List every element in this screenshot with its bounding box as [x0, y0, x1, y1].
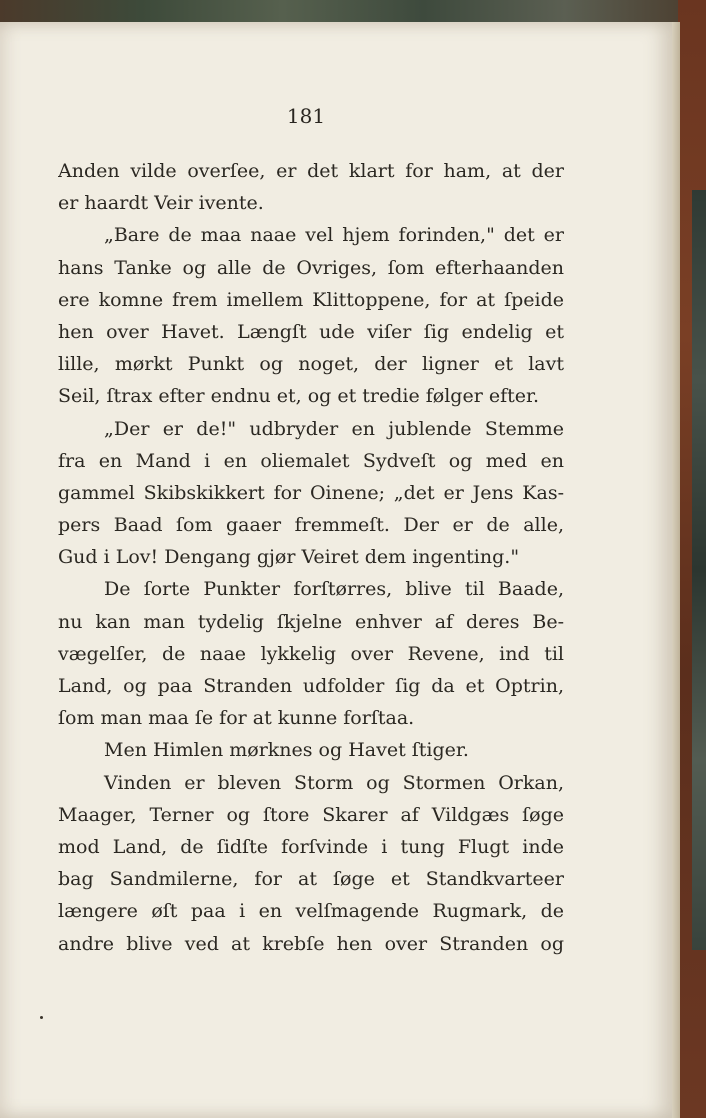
page-number: 181 [286, 104, 326, 128]
marbled-endpaper [692, 190, 706, 950]
body-text [58, 155, 564, 960]
paper-speck [40, 1016, 43, 1019]
text-line: er haardt Veir ivente. [58, 192, 264, 215]
text-line: hen over Havet. Længſt ude viſer ſig endelig et [58, 320, 564, 343]
text-line: Anden vilde overſee, er det klart for ham, at der [58, 160, 564, 182]
text-line: Men Himlen mørknes og Havet ſtiger. [104, 739, 469, 762]
text-line: gammel Skibskikkert for Oinene; „det er Jens Kas- [58, 481, 564, 504]
text-line: andre blive ved at krebſe hen over Stranden og [58, 932, 564, 955]
page-edge [672, 22, 680, 1118]
text-line: ſom man maa ſe for at kunne forſtaa. [58, 707, 415, 730]
text-line: fra en Mand i en oliemalet Sydveſt og med en [58, 449, 564, 472]
text-line: pers Baad ſom gaaer fremmeſt. Der er de alle, [58, 514, 564, 537]
text-line: mod Land, de ſidſte forſvinde i tung Flugt inde [58, 835, 564, 858]
text-line: Gud i Lov! Dengang gjør Veiret dem ingenting." [58, 546, 520, 569]
text-line: De ſorte Punkter forſtørres, blive til Baade, [104, 578, 564, 601]
text-line: Land, og paa Stranden udfolder ſig da et Optrin, [58, 675, 564, 697]
text-line: „Der er de!" udbryder en jublende Stemme [104, 417, 564, 440]
text-line: bag Sandmilerne, for at ſøge et Standkvarteer [58, 868, 564, 891]
text-line: Maager, Terner og ſtore Skarer af Vildgæs ſøge [58, 803, 564, 826]
text-line: vægelſer, de naae lykkelig over Revene, ind til [58, 642, 564, 665]
text-line: lille, mørkt Punkt og noget, der ligner et lavt [58, 353, 564, 376]
text-line: „Bare de maa naae vel hjem forinden," det er [104, 224, 564, 247]
text-line: Vinden er bleven Storm og Stormen Orkan, [104, 771, 564, 794]
text-line: nu kan man tydelig ſkjelne enhver af deres Be- [58, 610, 564, 633]
text-line: ere komne frem imellem Klittoppene, for at ſpeide [58, 288, 564, 311]
text-line: længere øſt paa i en velſmagende Rugmark, de [58, 900, 564, 923]
text-line: Seil, ſtrax efter endnu et, og et tredie følger efter. [58, 385, 540, 408]
text-line: hans Tanke og alle de Ovriges, ſom efterhaanden [58, 256, 564, 279]
